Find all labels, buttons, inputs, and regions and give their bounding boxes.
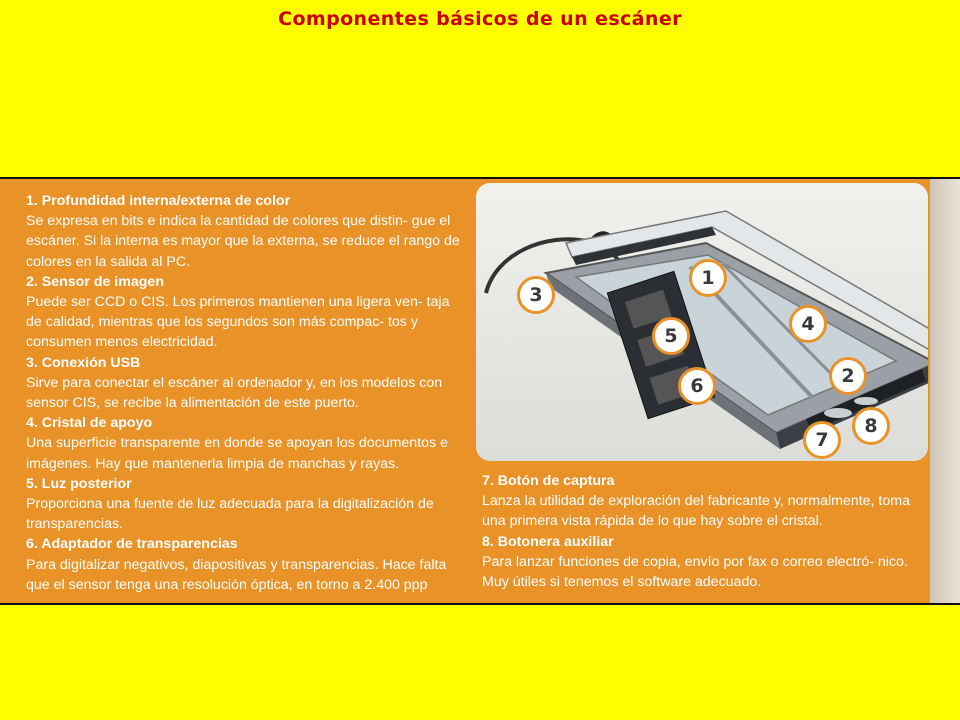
component-heading: 3. Conexión USB [26,354,141,371]
page-edge [930,179,960,603]
component-2 [26,272,466,353]
component-description: Sirve para conectar el escáner al ordenador y, en los modelos con sensor CIS, se recibe la alimentación de este puerto. [26,374,443,412]
component-description: Se expresa en bits e indica la cantidad de colores que distin- gue el escáner. Si la interna es mayor que la externa, se reduce el rango de colores en la salida al PC. [26,213,460,270]
component-heading: 8. Botonera auxiliar [482,533,614,550]
component-4 [26,413,466,474]
component-heading: 4. Cristal de apoyo [26,415,153,432]
component-3 [26,353,466,414]
marker-5: 5 [652,317,690,355]
component-8 [482,532,912,593]
component-7 [482,471,912,532]
components-list-right [482,471,912,592]
scanner-infographic [0,177,960,605]
component-heading: 7. Botón de captura [482,473,615,489]
marker-6: 6 [678,367,716,405]
component-description: Puede ser CCD o CIS. Los primeros mantienen una ligera ven- taja de calidad, mientras que los segundos son más compac- tos y consumen menos electricidad. [26,294,450,351]
page-title: Componentes básicos de un escáner [278,8,682,30]
marker-3: 3 [517,276,555,314]
components-list-left [26,191,466,595]
component-heading: 2. Sensor de imagen [26,273,164,290]
component-6 [26,534,466,595]
marker-2: 2 [829,357,867,395]
component-heading: 5. Luz posterior [26,475,132,492]
marker-4: 4 [789,305,827,343]
component-description: Lanza la utilidad de exploración del fabricante y, normalmente, toma una primera vista rápida de lo que hay sobre el cristal. [482,493,910,530]
component-heading: 1. Profundidad interna/externa de color [26,193,291,209]
marker-1: 1 [689,259,727,297]
component-description: Para digitalizar negativos, diapositivas y transparencias. Hace falta que el sensor tenga una resolución óptica, en torno a 2.400 ppp [26,556,447,593]
component-description: Para lanzar funciones de copia, envío por fax o correo electró- nico. Muy útiles si tenemos el software adecuado. [482,553,908,591]
component-5 [26,474,466,535]
marker-7: 7 [803,421,841,459]
marker-8: 8 [852,407,890,445]
component-description: Una superficie transparente en donde se apoyan los documentos e imágenes. Hay que mantenerla limpia de manchas y rayas. [26,435,448,472]
component-1 [26,191,466,272]
component-description: Proporciona una fuente de luz adecuada para la digitalización de transparencias. [26,496,434,533]
component-heading: 6. Adaptador de transparencias [26,536,238,553]
